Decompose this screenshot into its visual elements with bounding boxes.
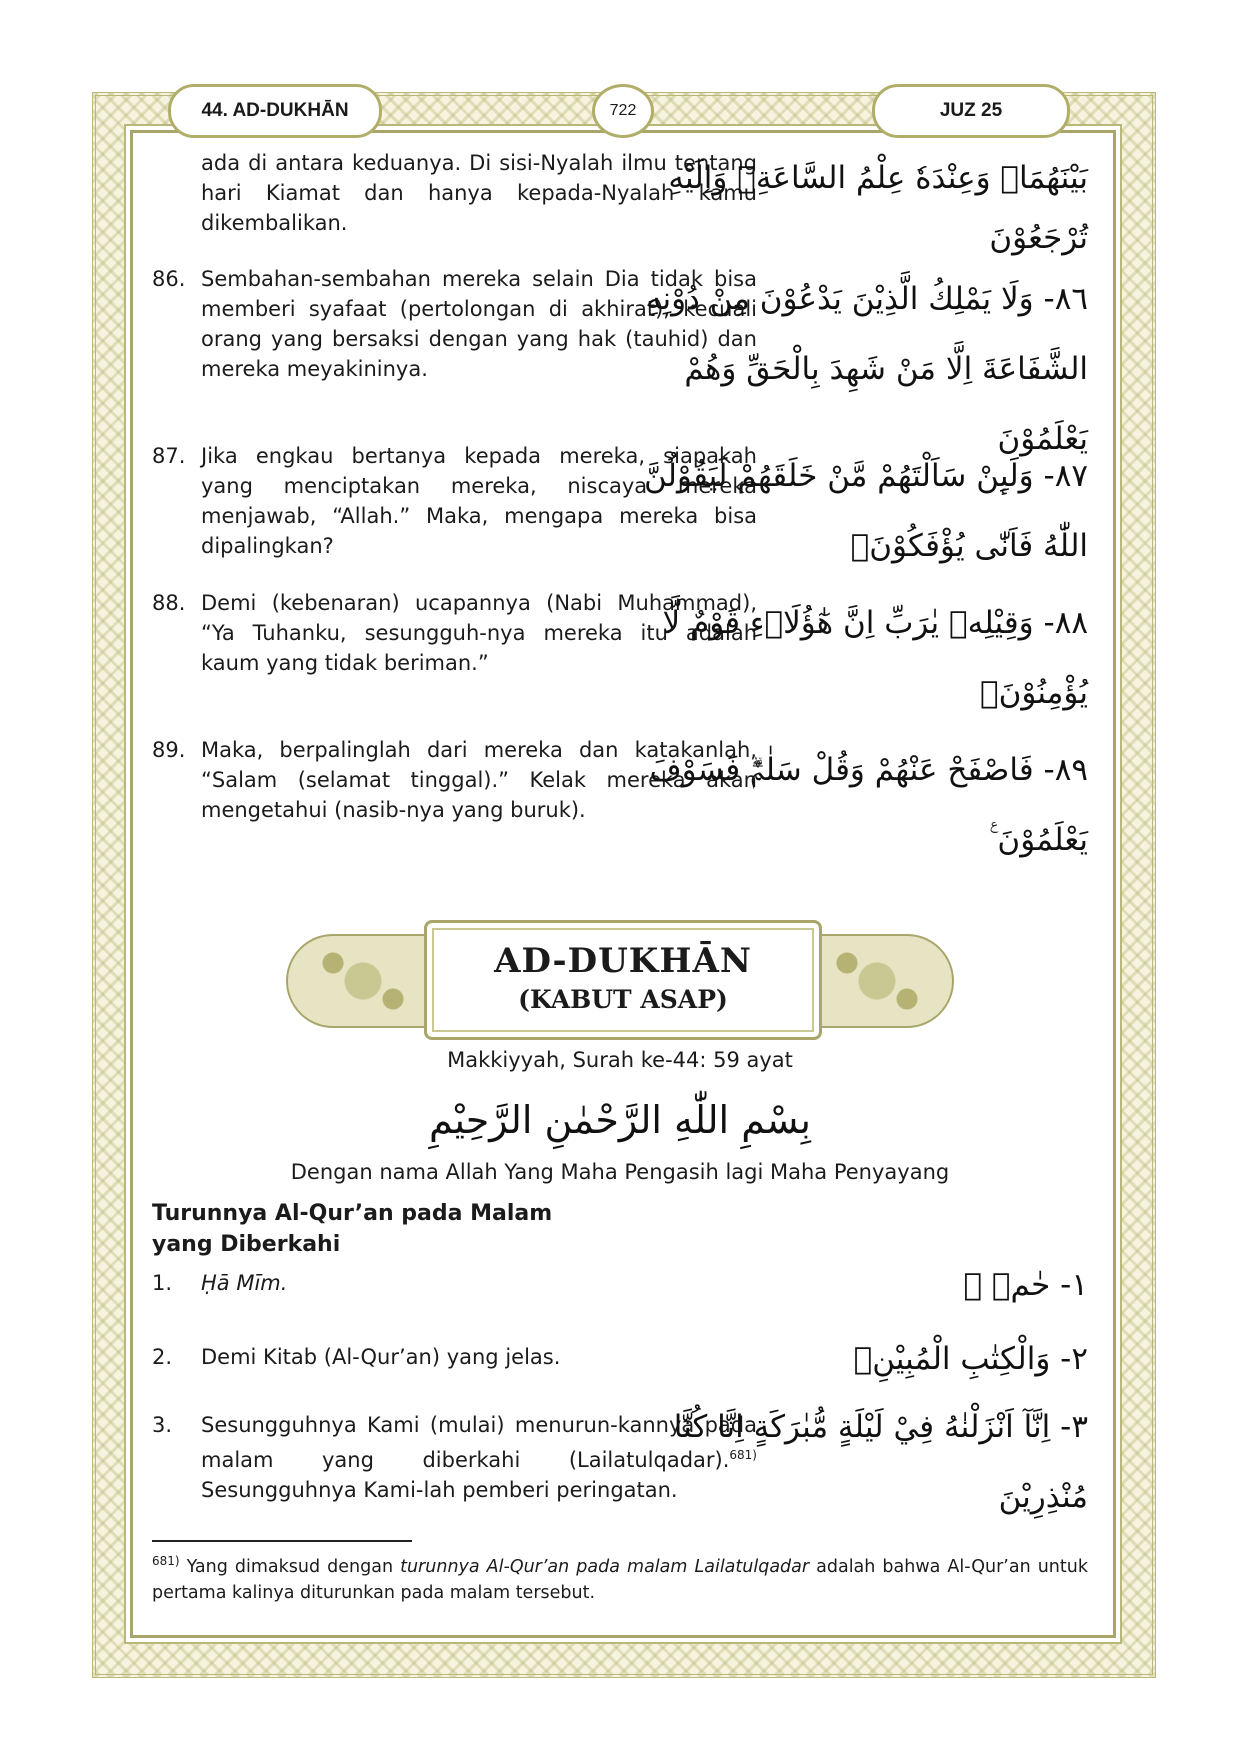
page-number: 722 [609,102,637,119]
verse-88 [152,588,1088,711]
verse-1 [152,1268,1088,1328]
juz-header-tab [872,84,1070,138]
verse-3 [152,1410,1088,1532]
page-number-tab [592,84,654,138]
verse-translation: ada di antara keduanya. Di sisi-Nyalah ilmu tentang hari Kiamat dan hanya kepada-Nyalah kamu dikembalikan. [201,151,757,235]
verse-arabic: ٣- اِنَّآ اَنْزَلْنٰهُ فِيْ لَيْلَةٍ مُّبٰرَكَةٍ اِنَّا كُنَّا مُنْذِرِيْنَ [673,1409,1088,1515]
verse-translation: Jika engkau bertanya kepada mereka, siapakah yang menciptakan mereka, niscaya mereka menjawab, “Allah.” Maka, mengapa mereka bisa dipalingkan? [201,444,757,558]
surah-title: AD-DUKHĀN [494,941,752,981]
verse-number: 1. [152,1271,173,1295]
surah-title-banner [286,920,954,1038]
banner-title-box [424,920,822,1040]
bismillah-translation: Dengan nama Allah Yang Maha Pengasih lagi Maha Penyayang [290,1160,950,1184]
arabesque-ornament-right [800,934,954,1028]
surah-subtitle: (KABUT ASAP) [518,985,728,1014]
verse-number: 88. [152,591,186,615]
verse-arabic: ٨٩- فَاصْفَحْ عَنْهُمْ وَقُلْ سَلٰمٌۗ فَسَوْفَ يَعْلَمُوْنَ ࣖ [649,752,1088,858]
section-heading: Turunnya Al-Qur’an pada Malam yang Diberkahi [152,1201,553,1257]
verse-translation-text-cont: Sesungguhnya Kami-lah pemberi peringatan. [201,1478,678,1502]
footnote-reference[interactable]: 681) [729,1448,757,1462]
verse-number: 86. [152,267,186,291]
surah-info: Makkiyyah, Surah ke-44: 59 ayat [447,1048,793,1072]
verse-arabic: ٢- وَالْكِتٰبِ الْمُبِيْنِۙ [853,1341,1088,1377]
verse-translation-text: Sesungguhnya Kami (mulai) menurun-kannya pada malam yang diberkahi (Lailatulqadar). [201,1413,757,1472]
verse-89 [152,735,1088,858]
footnote [152,1548,1088,1606]
verse-number: 89. [152,738,186,762]
footnote-text-cont: adalah bahwa Al-Qur’an untuk pertama kalinya diturunkan pada malam tersebut. [152,1556,1088,1603]
bismillah-calligraphy: بِسْمِ اللّٰهِ الرَّحْمٰنِ الرَّحِيْمِ [429,1098,811,1142]
footnote-marker: 681) [152,1554,180,1568]
footnote-divider [152,1540,412,1542]
verse-87 [152,441,1088,564]
verse-translation: Sembahan-sembahan mereka selain Dia tidak bisa memberi syafaat (pertolongan di akhirat), kecuali orang yang bersaksi dengan yang hak (tauhid) dan mereka meyakininya. [201,267,757,381]
verse-arabic: ١- حٰمۤ ۚ [963,1267,1088,1303]
verse-arabic: ٨٦- وَلَا يَمْلِكُ الَّذِيْنَ يَدْعُوْنَ مِنْ دُوْنِهِ الشَّفَاعَةَ اِلَّا مَنْ شَهِدَ بِالْحَقِّ وَهُمْ يَعْلَمُوْنَ [645,281,1088,457]
footnote-text: Yang dimaksud dengan [179,1556,401,1577]
juz-label: JUZ 25 [939,100,1003,121]
verse-translation: Ḥā Mīm. [201,1271,288,1295]
surah-header-tab [168,84,382,138]
verse-number: 87. [152,444,186,468]
surah-name-label: 44. AD-DUKHĀN [201,100,349,121]
arabesque-ornament-left [286,934,440,1028]
verse-arabic: بَيْنَهُمَاۚ وَعِنْدَهٗ عِلْمُ السَّاعَةِۚ وَاِلَيْهِ تُرْجَعُوْنَ [668,160,1088,256]
verse-arabic: ٨٧- وَلَىِٕنْ سَاَلْتَهُمْ مَّنْ خَلَقَهُمْ لَيَقُوْلُنَّ اللّٰهُ فَاَنّٰى يُؤْفَكُوْنَۙ [643,458,1088,564]
verse-arabic: ٨٨- وَقِيْلِهٖ يٰرَبِّ اِنَّ هٰٓؤُلَاۤءِ قَوْمٌ لَّا يُؤْمِنُوْنَۘ [662,605,1088,711]
verse-translation: Maka, berpalinglah dari mereka dan katakanlah, “Salam (selamat tinggal).” Kelak mereka akan mengetahui (nasib-nya yang buruk). [201,738,757,822]
verse-continuation [152,148,1088,256]
verse-translation: Demi (kebenaran) ucapannya (Nabi Muhammad), “Ya Tuhanku, sesungguh-nya mereka itu adalah kaum yang tidak beriman.” [201,591,757,675]
footnote-italic-text: turunnya Al-Qur’an pada malam Lailatulqadar [400,1556,810,1577]
verse-number: 2. [152,1345,173,1369]
verse-translation: Demi Kitab (Al-Qur’an) yang jelas. [201,1345,561,1369]
verse-number: 3. [152,1413,173,1437]
